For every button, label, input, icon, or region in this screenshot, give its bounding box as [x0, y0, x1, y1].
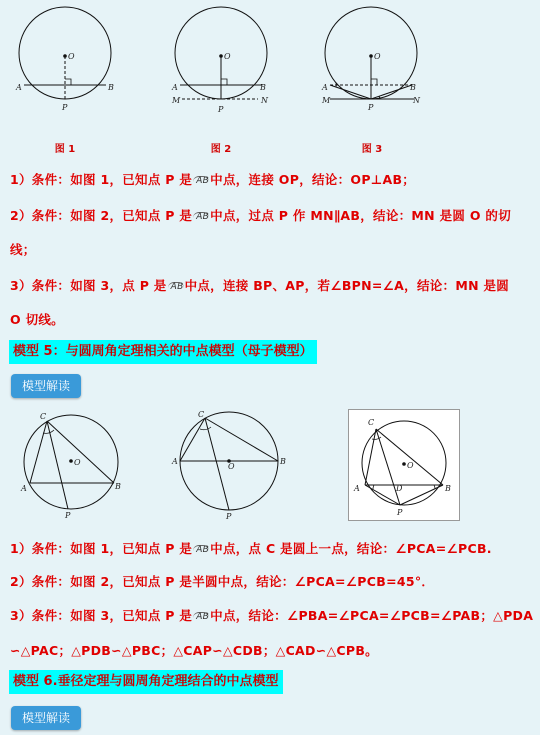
arc-ab-symbol: AB	[168, 282, 184, 292]
figure-1	[10, 4, 120, 124]
model5-line-3	[10, 606, 535, 624]
text: 3）条件：如图 3，点 P 是	[10, 278, 167, 293]
model5-line-1	[10, 539, 535, 557]
label-M: M	[172, 96, 181, 105]
label-C: C	[198, 410, 205, 419]
text: 中点，过点 P 作 MN∥AB，结论：MN 是圆 O 的切	[210, 208, 512, 223]
text: 1）条件：如图 1，已知点 P 是	[10, 541, 193, 556]
label-C: C	[368, 418, 375, 427]
label-A: A	[16, 83, 22, 92]
label-A: A	[322, 83, 328, 92]
label-B: B	[115, 482, 121, 491]
figure-2	[166, 4, 286, 124]
label-A: A	[21, 484, 27, 493]
model5-figure-3	[348, 409, 458, 521]
label-O: O	[224, 52, 231, 61]
text: 1）条件：如图 1，已知点 P 是	[10, 172, 193, 187]
text: 2）条件：如图 2，已知点 P 是	[10, 208, 193, 223]
figure-3-caption: 图 3	[361, 144, 383, 155]
model-5-title: 模型 5：与圆周角定理相关的中点模型（母子模型）	[9, 340, 317, 364]
label-M: M	[322, 96, 331, 105]
model5-figure-1	[16, 405, 131, 520]
label-P: P	[226, 512, 232, 520]
text: 中点，结论：∠PBA=∠PCA=∠PCB=∠PAB；△PDA	[210, 608, 534, 623]
condition-line-2	[10, 206, 535, 224]
condition-line-2-cont: 线；	[10, 242, 36, 257]
label-P: P	[368, 103, 374, 112]
label-O: O	[407, 461, 414, 470]
model5-figure-2	[170, 405, 295, 520]
label-B: B	[108, 83, 114, 92]
text: 中点，连接 BP、AP，若∠BPN=∠A，结论：MN 是圆	[184, 278, 510, 293]
label-C: C	[40, 412, 47, 421]
label-O: O	[68, 52, 75, 61]
label-P: P	[62, 103, 68, 112]
figure-2-caption: 图 2	[210, 144, 232, 155]
label-A: A	[172, 457, 178, 466]
label-O: O	[228, 462, 235, 471]
label-P: P	[65, 511, 71, 520]
model-5-explain-button[interactable]: 模型解读	[11, 374, 81, 398]
label-D: D	[396, 484, 403, 493]
label-O: O	[74, 458, 81, 467]
arc-ab-symbol: AB	[193, 612, 209, 622]
arc-ab-symbol: AB	[193, 545, 209, 555]
label-O: O	[374, 52, 381, 61]
condition-line-1	[10, 170, 535, 188]
arc-ab-symbol: AB	[193, 176, 209, 186]
model5-line-2: 2）条件：如图 2，已知点 P 是半圆中点，结论：∠PCA=∠PCB=45°．	[10, 574, 435, 589]
label-B: B	[280, 457, 286, 466]
model-6-title: 模型 6.垂径定理与圆周角定理结合的中点模型	[9, 670, 283, 694]
model-6-explain-button[interactable]: 模型解读	[11, 706, 81, 730]
label-B: B	[410, 83, 416, 92]
condition-line-3-cont: O 切线。	[10, 312, 64, 327]
label-N: N	[261, 96, 268, 105]
label-N: N	[413, 96, 420, 105]
text: 中点，点 C 是圆上一点，结论：∠PCA=∠PCB.	[210, 541, 492, 556]
arc-ab-symbol: AB	[193, 212, 209, 222]
label-A: A	[172, 83, 178, 92]
label-P: P	[397, 508, 403, 517]
figure-1-caption: 图 1	[54, 144, 76, 155]
text: 3）条件：如图 3，已知点 P 是	[10, 608, 193, 623]
condition-line-3	[10, 276, 535, 294]
figure-3	[316, 4, 436, 124]
label-B: B	[260, 83, 266, 92]
label-A: A	[354, 484, 360, 493]
model5-line-3-cont: ∽△PAC；△PDB∽△PBC；△CAP∽△CDB；△CAD∽△CPB。	[10, 643, 378, 658]
label-B: B	[445, 484, 451, 493]
label-P: P	[218, 105, 224, 114]
text: 中点，连接 OP，结论：OP⊥AB；	[210, 172, 416, 187]
